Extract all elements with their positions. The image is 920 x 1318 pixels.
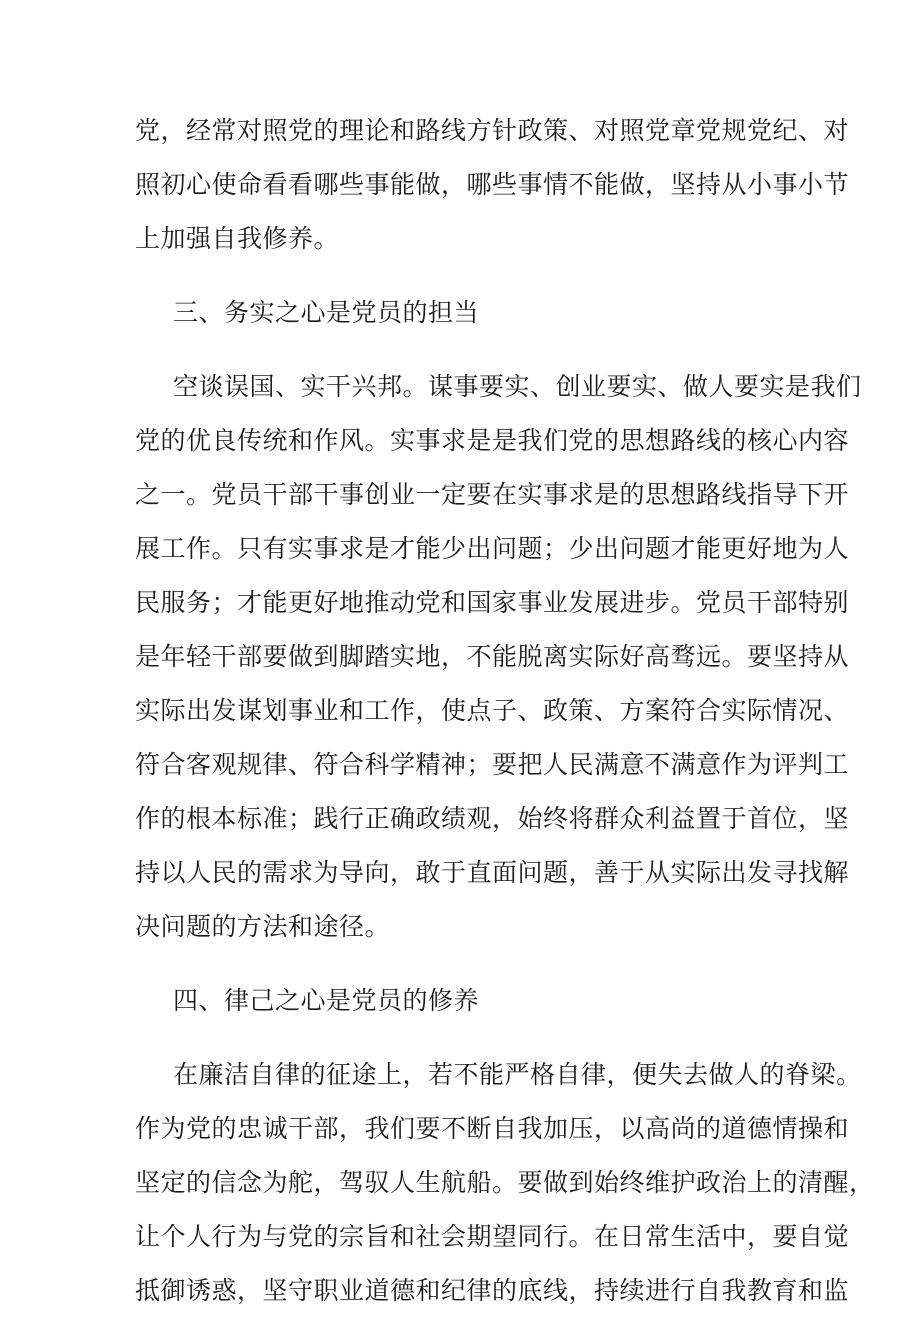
- section-heading-three: 三、务实之心是党员的担当: [173, 298, 480, 327]
- section-heading-four: 四、律己之心是党员的修养: [173, 986, 480, 1015]
- text-line: 党，经常对照党的理论和路线方针政策、对照党章党规党纪、对: [135, 116, 850, 145]
- text-line: 决问题的方法和途径。: [135, 912, 391, 941]
- text-line: 照初心使命看看哪些事能做，哪些事情不能做，坚持从小事小节: [135, 170, 850, 199]
- text-line: 坚定的信念为舵，驾驭人生航船。要做到始终维护政治上的清醒，: [135, 1168, 875, 1197]
- text-line: 展工作。只有实事求是才能少出问题；少出问题才能更好地为人: [135, 534, 850, 563]
- text-line: 让个人行为与党的宗旨和社会期望同行。在日常生活中，要自觉: [135, 1222, 850, 1251]
- text-line: 实际出发谋划事业和工作，使点子、政策、方案符合实际情况、: [135, 696, 850, 725]
- text-line: 作为党的忠诚干部，我们要不断自我加压，以高尚的道德情操和: [135, 1114, 850, 1143]
- text-line: 在廉洁自律的征途上，若不能严格自律，便失去做人的脊梁。: [173, 1060, 862, 1089]
- text-line: 党的优良传统和作风。实事求是是我们党的思想路线的核心内容: [135, 426, 850, 455]
- paragraph-continuation: [135, 104, 850, 266]
- text-line: 民服务；才能更好地推动党和国家事业发展进步。党员干部特别: [135, 588, 850, 617]
- paragraph-self-discipline: [135, 1048, 875, 1318]
- text-line: 之一。党员干部干事创业一定要在实事求是的思想路线指导下开: [135, 480, 850, 509]
- paragraph-pragmatism: [135, 360, 862, 954]
- document-body: [135, 104, 875, 1318]
- text-line: 作的根本标准；践行正确政绩观，始终将群众利益置于首位，坚: [135, 804, 850, 833]
- text-line: 空谈误国、实干兴邦。谋事要实、创业要实、做人要实是我们: [173, 372, 862, 401]
- text-line: 持以人民的需求为导向，敢于直面问题，善于从实际出发寻找解: [135, 858, 850, 887]
- text-line: 上加强自我修养。: [135, 224, 340, 253]
- text-line: 符合客观规律、符合科学精神；要把人民满意不满意作为评判工: [135, 750, 850, 779]
- text-line: 抵御诱惑，坚守职业道德和纪律的底线，持续进行自我教育和监: [135, 1276, 850, 1305]
- text-line: 是年轻干部要做到脚踏实地，不能脱离实际好高骛远。要坚持从: [135, 642, 850, 671]
